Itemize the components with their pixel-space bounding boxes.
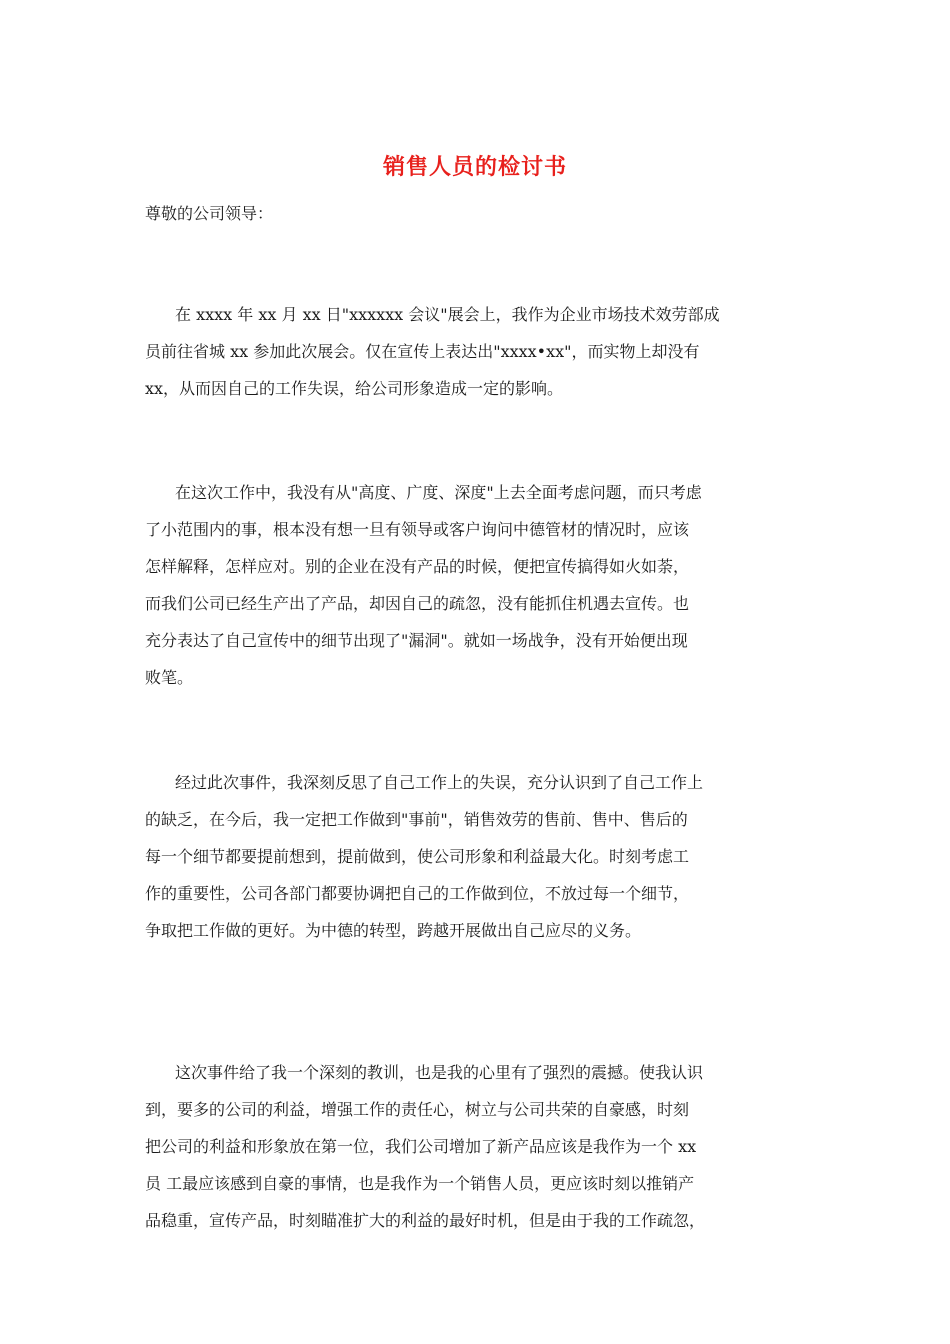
paragraph-line: 作的重要性，公司各部门都要协调把自己的工作做到位，不放过每一个细节，: [145, 884, 690, 903]
paragraph-line: 经过此次事件，我深刻反思了自己工作上的失误，充分认识到了自己工作上: [175, 773, 704, 792]
paragraph-line: 的缺乏，在今后，我一定把工作做到"事前"，销售效劳的售前、售中、售后的: [145, 810, 688, 829]
salutation: 尊敬的公司领导：: [145, 204, 274, 223]
paragraph-line: 怎样解释，怎样应对。别的企业在没有产品的时候，便把宣传搞得如火如荼，: [145, 557, 690, 576]
paragraph-line: 在 xxxx 年 xx 月 xx 日"xxxxxx 会议"展会上，我作为企业市场技术效劳部成: [175, 305, 720, 324]
paragraph-line: 把公司的利益和形象放在第一位，我们公司增加了新产品应该是我作为一个 xx: [145, 1137, 697, 1156]
document-title: 销售人员的检讨书: [382, 155, 567, 180]
paragraph-3: [145, 764, 807, 949]
paragraph-line: 在这次工作中，我没有从"高度、广度、深度"上去全面考虑问题，而只考虑: [175, 483, 702, 502]
paragraph-line: 员 工最应该感到自豪的事情，也是我作为一个销售人员，更应该时刻以推销产: [145, 1174, 695, 1193]
paragraph-1: [145, 296, 807, 407]
paragraph-line: 到，要多的公司的利益，增强工作的责任心，树立与公司共荣的自豪感，时刻: [145, 1100, 690, 1119]
paragraph-line: 品稳重，宣传产品，时刻瞄准扩大的利益的最好时机，但是由于我的工作疏忽，: [145, 1211, 706, 1230]
paragraph-line: 这次事件给了我一个深刻的教训，也是我的心里有了强烈的震撼。使我认识: [175, 1063, 704, 1082]
paragraph-2: [145, 474, 807, 696]
paragraph-line: 充分表达了自己宣传中的细节出现了"漏洞"。就如一场战争，没有开始便出现: [145, 631, 688, 650]
paragraph-line: 每一个细节都要提前想到，提前做到，使公司形象和利益最大化。时刻考虑工: [145, 847, 690, 866]
paragraph-4: [145, 1054, 807, 1239]
paragraph-line: 了小范围内的事，根本没有想一旦有领导或客户询问中德管材的情况时，应该: [145, 520, 690, 539]
paragraph-line: xx，从而因自己的工作失误，给公司形象造成一定的影响。: [145, 379, 564, 398]
paragraph-line: 争取把工作做的更好。为中德的转型，跨越开展做出自己应尽的义务。: [145, 921, 642, 940]
paragraph-line: 员前往省城 xx 参加此次展会。仅在宣传上表达出"xxxx•xx"，而实物上却没有: [145, 342, 700, 361]
paragraph-line: 而我们公司已经生产出了产品，却因自己的疏忽，没有能抓住机遇去宣传。也: [145, 594, 690, 613]
paragraph-line: 败笔。: [145, 668, 194, 687]
